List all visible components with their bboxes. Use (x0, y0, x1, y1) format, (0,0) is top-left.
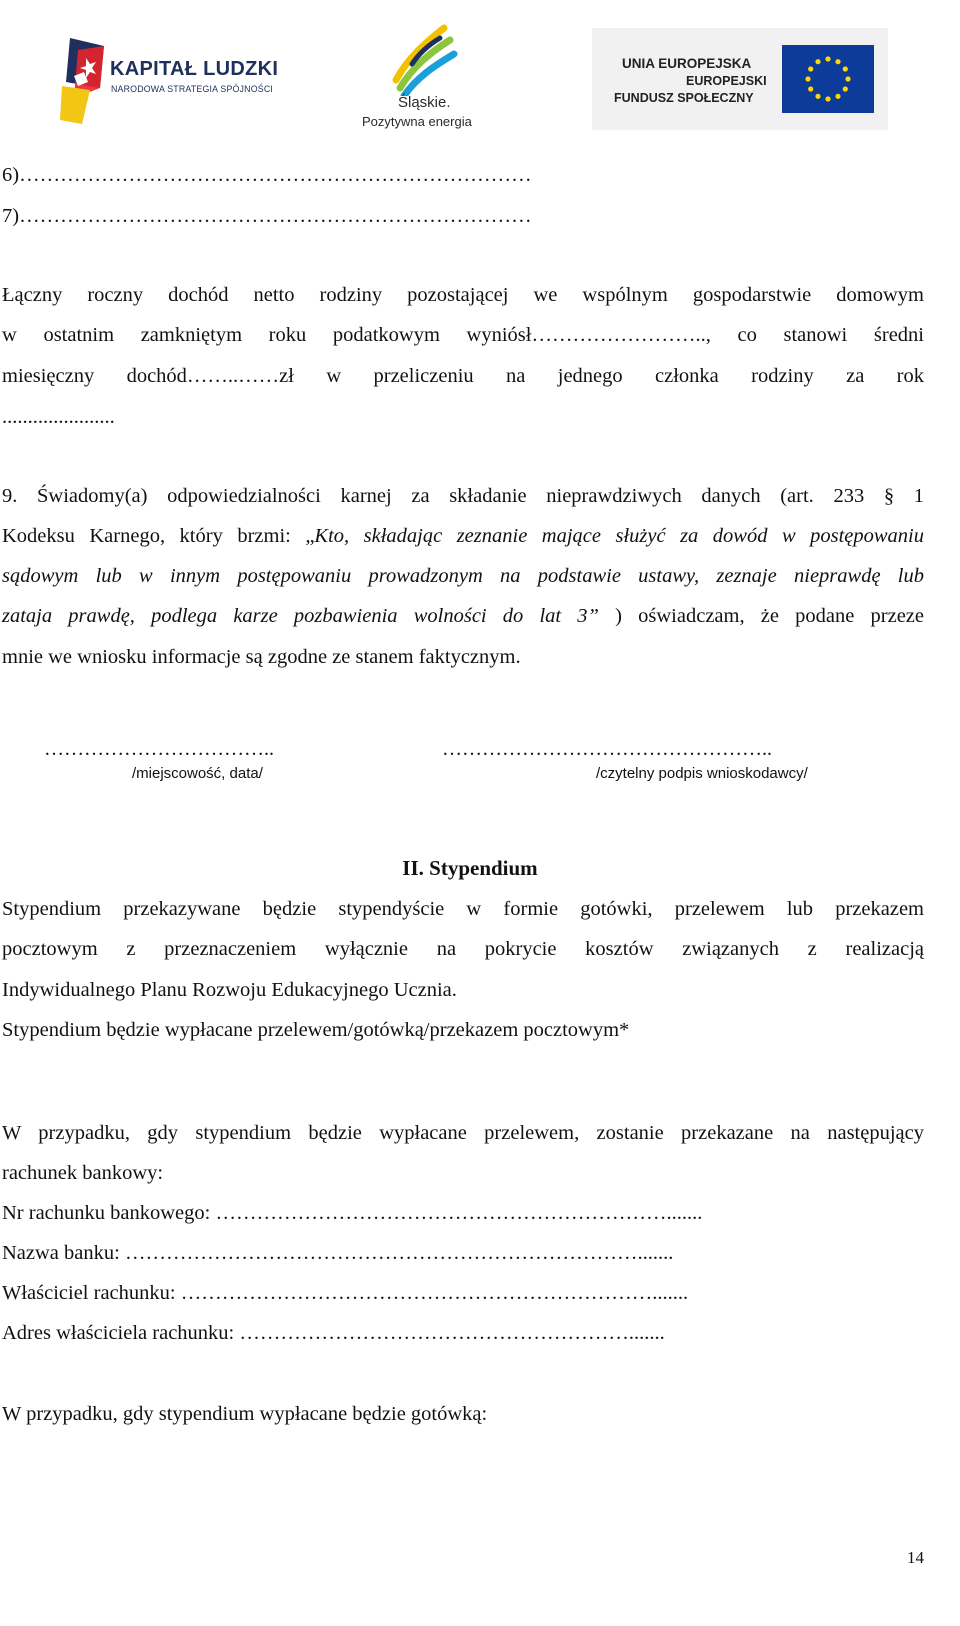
declaration-line-2 (2, 524, 924, 548)
payment-method-text: Stypendium będzie wypłacane przelewem/gotówką/przekazem pocztowym* (2, 1019, 630, 1041)
declaration-line-4-text: ) oświadczam, że podane przeze (598, 605, 924, 627)
declaration-line-2-quote: Kto, składając zeznanie mające służyć za dowód w postępowaniu (314, 525, 924, 547)
kapital-ludzki-emblem-icon (60, 28, 112, 128)
eu-flag-icon (782, 45, 874, 113)
declaration-line-4-quote: zataja prawdę, podlega karze pozbawienia wolności do lat 3” (2, 605, 599, 627)
place-date-dots: …………………………….. (44, 738, 274, 760)
kapital-ludzki-title: KAPITAŁ LUDZKI (110, 58, 279, 80)
account-number-field: Nr rachunku bankowego: …………………………………………………………....... (2, 1202, 703, 1224)
income-line-4: ...................... (2, 406, 115, 428)
income-line-1: Łączny roczny dochód netto rodziny pozostającej we wspólnym gospodarstwie domowym (2, 284, 924, 306)
section2-p1-line1: Stypendium przekazywane będzie stypendyście w formie gotówki, przelewem lub przekazem (2, 898, 924, 920)
eu-logo (592, 28, 888, 130)
income-line-3: miesięczny dochód……..……zł w przeliczeniu na jednego członka rodziny za rok (2, 365, 924, 387)
section2-p1-line3: Indywidualnego Planu Rozwoju Edukacyjnego Ucznia. (2, 979, 457, 1001)
bank-name-field: Nazwa banku: …………………………………………………………………....... (2, 1242, 674, 1264)
cash-paragraph: W przypadku, gdy stypendium wypłacane będzie gotówką: (2, 1403, 488, 1425)
declaration-line-4 (2, 604, 924, 628)
kapital-ludzki-logo (60, 28, 300, 128)
declaration-line-5: mnie we wniosku informacje są zgodne ze stanem faktycznym. (2, 646, 521, 668)
declaration-line-3-quote: sądowym lub w innym postępowaniu prowadzonym na podstawie ustawy, zeznaje nieprawdę lub (2, 565, 924, 587)
signature-label: /czytelny podpis wnioskodawcy/ (596, 765, 808, 782)
slaskie-waves-icon (388, 18, 458, 96)
transfer-paragraph-line1: W przypadku, gdy stypendium będzie wypłacane przelewem, zostanie przekazane na następujący (2, 1122, 924, 1144)
slaskie-name: Śląskie. (398, 94, 451, 111)
list-item-6: 6)………………………………………………………………… (2, 164, 532, 186)
declaration-line-1: 9. Świadomy(a) odpowiedzialności karnej za składanie nieprawdziwych danych (art. 233 § 1 (2, 485, 924, 507)
kapital-ludzki-subtitle: NARODOWA STRATEGIA SPÓJNOŚCI (111, 84, 274, 94)
owner-address-field: Adres właściciela rachunku: …………………………………………………....... (2, 1322, 665, 1344)
declaration-line-2-text: Kodeksu Karnego, który brzmi: „ (2, 525, 315, 547)
income-line-2: w ostatnim zamkniętym roku podatkowym wyniósł…………………….., co stanowi średni (2, 324, 924, 346)
section2-p1-line2: pocztowym z przeznaczeniem wyłącznie na pokrycie kosztów związanych z realizacją (2, 938, 924, 960)
declaration-line-3 (2, 564, 924, 588)
section-heading: II. Stypendium (402, 856, 538, 880)
page-number: 14 (907, 1548, 924, 1567)
slaskie-logo (358, 18, 498, 138)
list-item-7: 7)………………………………………………………………… (2, 205, 532, 227)
account-owner-field: Właściciel rachunku: ……………………………………………………………....... (2, 1282, 689, 1304)
eu-line3: FUNDUSZ SPOŁECZNY (614, 91, 754, 105)
place-date-label: /miejscowość, data/ (132, 765, 263, 782)
transfer-paragraph-line2: rachunek bankowy: (2, 1162, 164, 1184)
signature-dots: ………………………………………….. (442, 738, 772, 760)
slaskie-tagline: Pozytywna energia (362, 114, 472, 129)
eu-line1: UNIA EUROPEJSKA (622, 56, 752, 71)
eu-line2: EUROPEJSKI (686, 74, 767, 88)
